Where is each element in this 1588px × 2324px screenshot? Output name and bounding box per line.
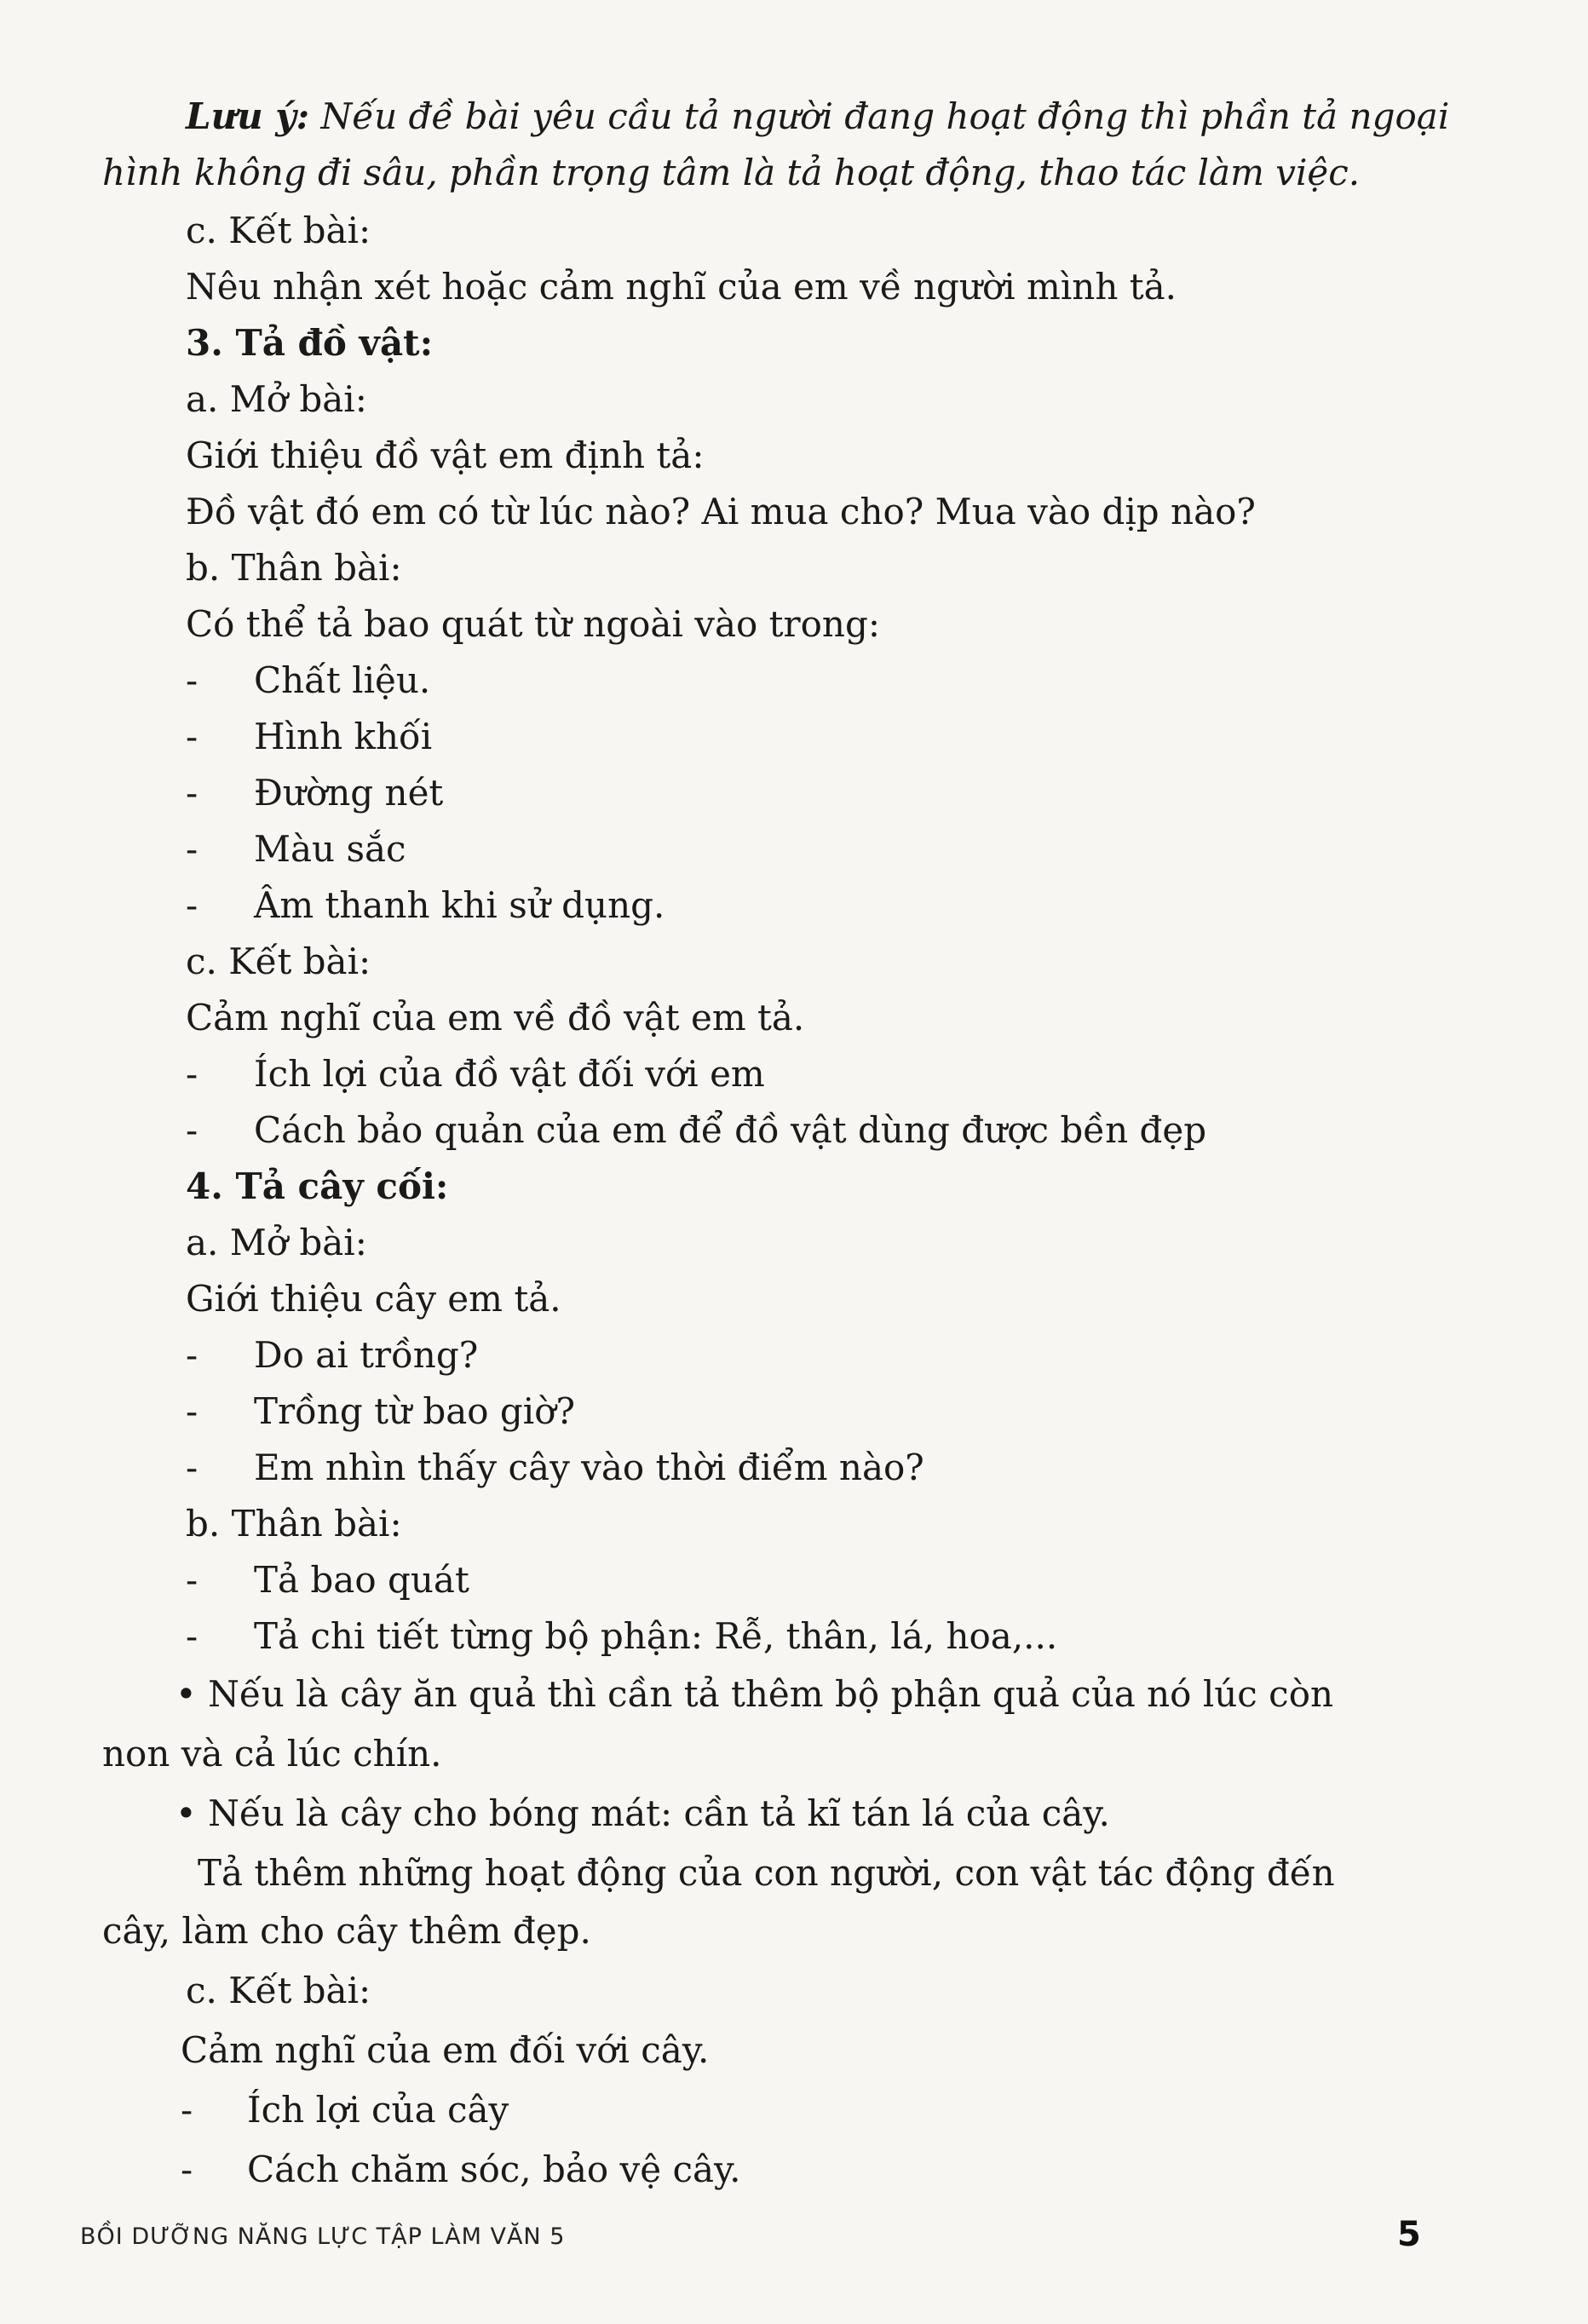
people-conclusion-label: c. Kết bài: — [186, 210, 371, 251]
object-intro-label: a. Mở bài: — [186, 378, 367, 420]
object-heading: 3. Tả đồ vật: — [186, 322, 434, 364]
tree-bullet-2: • Nếu là cây cho bóng mát: cần tả kĩ tán lá của cây. — [175, 1792, 1110, 1834]
tree-conclusion-label: c. Kết bài: — [186, 1970, 371, 2011]
tree-intro-item-text: Trồng từ bao giờ? — [254, 1390, 576, 1432]
tree-bullet-1-line-1: • Nếu là cây ăn quả thì cần tả thêm bộ phận quả của nó lúc còn — [175, 1673, 1334, 1715]
note-line-2: hình không đi sâu, phần trọng tâm là tả hoạt động, thao tác làm việc. — [102, 152, 1361, 193]
footer-book-title: BỒI DƯỠNG NĂNG LỰC TẬP LÀM VĂN 5 — [80, 2223, 566, 2250]
people-conclusion-text: Nêu nhận xét hoặc cảm nghĩ của em về người mình tả. — [186, 266, 1177, 308]
object-body-lead: Có thể tả bao quát từ ngoài vào trong: — [186, 603, 880, 645]
dash-marker: - — [186, 1615, 198, 1657]
object-conclusion-item-text: Cách bảo quản của em để đồ vật dùng được bền đẹp — [254, 1109, 1207, 1151]
note-text-1: Nếu đề bài yêu cầu tả người đang hoạt động thì phần tả ngoại — [320, 95, 1450, 137]
dash-marker: - — [186, 1559, 198, 1601]
tree-body-item-text: Tả bao quát — [254, 1559, 469, 1601]
tree-intro-lead: Giới thiệu cây em tả. — [186, 1278, 561, 1320]
page-number: 5 — [1397, 2215, 1421, 2254]
object-body-item-text: Đường nét — [254, 772, 444, 814]
tree-heading: 4. Tả cây cối: — [186, 1165, 449, 1207]
tree-body-label: b. Thân bài: — [186, 1503, 402, 1545]
dash-marker: - — [181, 2089, 193, 2131]
dash-marker: - — [181, 2149, 193, 2190]
tree-intro-item-text: Em nhìn thấy cây vào thời điểm nào? — [254, 1447, 924, 1488]
object-body-item-text: Màu sắc — [254, 828, 406, 870]
dash-marker: - — [186, 1334, 198, 1376]
tree-intro-label: a. Mở bài: — [186, 1222, 367, 1263]
tree-bullet-1-line-2: non và cả lúc chín. — [102, 1733, 442, 1775]
object-body-item-text: Chất liệu. — [254, 659, 431, 701]
dash-marker: - — [186, 828, 198, 870]
dash-marker: - — [186, 772, 198, 814]
dash-marker: - — [186, 716, 198, 757]
tree-extra-line-1: Tả thêm những hoạt động của con người, con vật tác động đến — [198, 1852, 1335, 1894]
note-label: Lưu ý: — [186, 95, 310, 137]
object-body-label: b. Thân bài: — [186, 547, 402, 589]
object-intro-line-2: Đồ vật đó em có từ lúc nào? Ai mua cho? Mua vào dịp nào? — [186, 491, 1256, 532]
tree-body-item-text: Tả chi tiết từng bộ phận: Rễ, thân, lá, hoa,... — [254, 1615, 1058, 1657]
tree-conclusion-lead: Cảm nghĩ của em đối với cây. — [181, 2029, 710, 2071]
object-conclusion-item-text: Ích lợi của đồ vật đối với em — [254, 1053, 765, 1095]
object-conclusion-lead: Cảm nghĩ của em về đồ vật em tả. — [186, 997, 805, 1038]
dash-marker: - — [186, 1447, 198, 1488]
object-body-item-text: Hình khối — [254, 716, 433, 757]
tree-extra-line-2: cây, làm cho cây thêm đẹp. — [102, 1910, 591, 1952]
object-conclusion-label: c. Kết bài: — [186, 941, 371, 982]
dash-marker: - — [186, 1109, 198, 1151]
object-intro-line-1: Giới thiệu đồ vật em định tả: — [186, 434, 705, 476]
dash-marker: - — [186, 884, 198, 926]
note-line-1 — [186, 94, 1532, 140]
dash-marker: - — [186, 1390, 198, 1432]
tree-conclusion-item-text: Cách chăm sóc, bảo vệ cây. — [247, 2149, 741, 2190]
tree-intro-item-text: Do ai trồng? — [254, 1334, 479, 1376]
tree-conclusion-item-text: Ích lợi của cây — [247, 2089, 509, 2131]
dash-marker: - — [186, 1053, 198, 1095]
dash-marker: - — [186, 659, 198, 701]
object-body-item-text: Âm thanh khi sử dụng. — [254, 884, 665, 926]
